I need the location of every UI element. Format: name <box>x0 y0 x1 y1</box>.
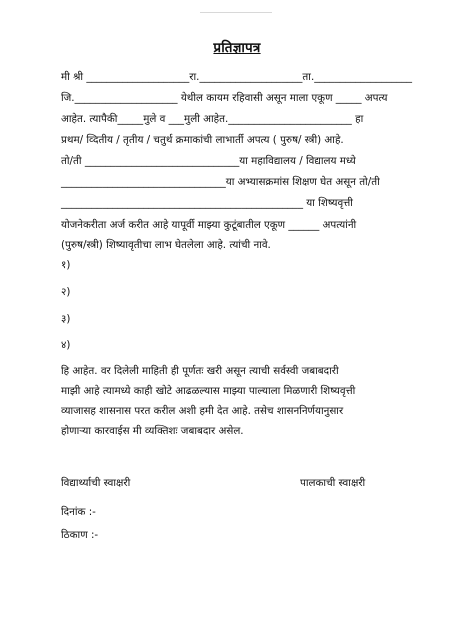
body-line-3: आहेत. त्यापैकी_____मुले व ___मुली आहेत.________________________ हा <box>61 113 364 125</box>
date-label: दिनांक :- <box>61 506 96 518</box>
declaration-line-4: होणाऱ्या कारवाईस मी व्यक्तिशः जबाबदार असेल. <box>61 425 244 437</box>
document-title: प्रतिज्ञापत्र <box>213 40 261 56</box>
body-line-2: जि.____________________ येथील कायम रहिवासी असून माला एकूण _____ अपत्य <box>61 92 388 104</box>
body-line-6: ________________________________या अभ्यासक्रमांस शिक्षण घेत असून तो/ती <box>61 176 380 188</box>
body-line-9: (पुरुष/स्त्री) शिष्यावृतीचा लाभ घेतलेला आहे. त्यांची नावे. <box>61 239 271 251</box>
declaration-line-2: माझी आहे त्यामध्ये काही खोटे आढळल्यास माझ्या पाल्याला मिळणारी शिष्यवृत्ती <box>61 385 356 397</box>
declaration-line-3: व्याजासह शासनास परत करील अशी हमी देत आहे. तसेच शासननिर्णयानुसार <box>61 405 344 417</box>
body-line-5: तो/ती ______________________________या महाविद्यालय / विद्यालय मध्ये <box>61 155 356 167</box>
header-rule <box>200 12 272 13</box>
parent-signature-label: पालकाची स्वाक्षरी <box>300 477 366 489</box>
body-line-8: योजनेकरीता अर्ज करीत आहे यापूर्वी माझ्या कुटूंबातील एकूण ______ अपत्यांनी <box>61 219 357 231</box>
name-item-1: १) <box>61 259 71 271</box>
place-label: ठिकाण :- <box>61 529 99 541</box>
student-signature-label: विद्यार्थ्याची स्वाक्षरी <box>61 477 131 489</box>
name-item-2: २) <box>61 286 71 298</box>
body-line-7: _______________________________________________ या शिष्यवृत्ती <box>61 197 353 209</box>
declaration-line-1: हि आहेत. वर दिलेली माहिती ही पूर्णतः खरी असून त्याची सर्वस्वी जबाबदारी <box>61 365 339 377</box>
name-item-4: ४) <box>61 339 71 351</box>
name-item-3: ३) <box>61 313 71 325</box>
body-line-4: प्रथम/ व्दितीय / तृतीय / चतुर्थ क्रमाकांची लाभार्ती अपत्य ( पुरुष/ स्त्री) आहे. <box>61 134 344 146</box>
body-line-1: मी श्री ____________________रा.____________________ता.___________________ <box>61 71 413 83</box>
